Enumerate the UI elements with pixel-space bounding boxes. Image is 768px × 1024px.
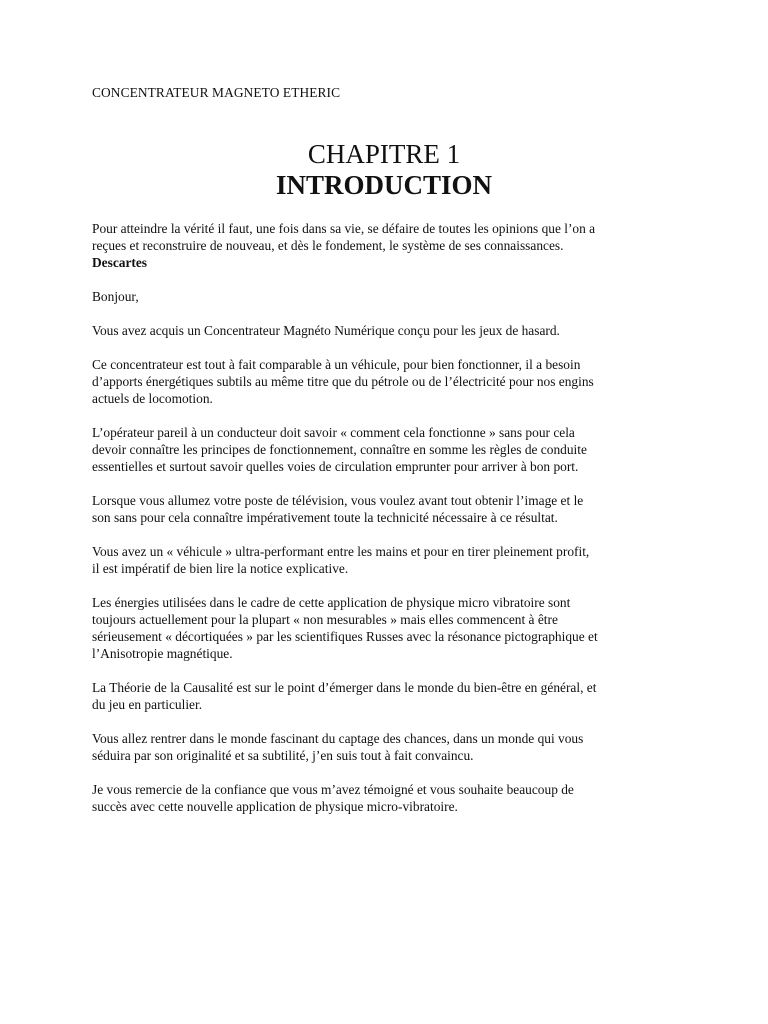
- paragraph-line: d’apports énergétiques subtils au même titre que du pétrole ou de l’électricité pour nos engins: [92, 374, 594, 389]
- paragraph-line: La Théorie de la Causalité est sur le point d’émerger dans le monde du bien-être en général, et: [92, 680, 597, 695]
- paragraph-line: L’opérateur pareil à un conducteur doit savoir « comment cela fonctionne » sans pour cela: [92, 425, 575, 440]
- paragraph-line: Vous avez un « véhicule » ultra-performant entre les mains et pour en tirer pleinement profit,: [92, 544, 590, 559]
- chapter-title: CHAPITRE 1: [307, 139, 461, 169]
- paragraph-line: Vous allez rentrer dans le monde fascinant du captage des chances, dans un monde qui vous: [92, 731, 584, 746]
- paragraph-line: Ce concentrateur est tout à fait comparable à un véhicule, pour bien fonctionner, il a besoin: [92, 357, 581, 372]
- quote-line: reçues et reconstruire de nouveau, et dès le fondement, le système de ses connaissances.: [92, 238, 564, 253]
- document-header: CONCENTRATEUR MAGNETO ETHERIC: [92, 85, 341, 100]
- document-body: [92, 220, 684, 815]
- paragraph: [92, 424, 684, 475]
- paragraph-line: Lorsque vous allumez votre poste de télévision, vous voulez avant tout obtenir l’image et le: [92, 493, 584, 508]
- paragraph-line: du jeu en particulier.: [92, 697, 203, 712]
- paragraph-line: son sans pour cela connaître impérativement toute la technicité nécessaire à ce résultat.: [92, 510, 558, 525]
- paragraph: [92, 543, 684, 577]
- paragraph: [92, 322, 684, 339]
- paragraph-line: devoir connaître les principes de fonctionnement, connaître en somme les règles de conduite: [92, 442, 587, 457]
- paragraph-line: Je vous remercie de la confiance que vous m’avez témoigné et vous souhaite beaucoup de: [92, 782, 574, 797]
- paragraph: [92, 492, 684, 526]
- paragraph: [92, 781, 684, 815]
- paragraph: [92, 288, 684, 305]
- paragraph-line: séduira par son originalité et sa subtilité, j’en suis tout à fait convaincu.: [92, 748, 474, 763]
- quote-author: Descartes: [92, 255, 148, 270]
- paragraph-line: sérieusement « décortiquées » par les scientifiques Russes avec la résonance pictographique et: [92, 629, 598, 644]
- paragraph: [92, 594, 684, 662]
- paragraph-line: essentielles et surtout savoir quelles voies de circulation emprunter pour arriver à bon port.: [92, 459, 579, 474]
- paragraph-line: actuels de locomotion.: [92, 391, 213, 406]
- paragraph: [92, 730, 684, 764]
- quote-line: Pour atteindre la vérité il faut, une fois dans sa vie, se défaire de toutes les opinions que l’on a: [92, 221, 596, 236]
- paragraph-line: Vous avez acquis un Concentrateur Magnéto Numérique conçu pour les jeux de hasard.: [92, 323, 560, 338]
- quote-block: [92, 220, 684, 271]
- paragraph: [92, 679, 684, 713]
- paragraph-line: succès avec cette nouvelle application de physique micro-vibratoire.: [92, 799, 458, 814]
- paragraph: [92, 356, 684, 407]
- document-page: [92, 84, 684, 832]
- paragraph-line: l’Anisotropie magnétique.: [92, 646, 233, 661]
- paragraph-line: toujours actuellement pour la plupart « non mesurables » mais elles commencent à être: [92, 612, 558, 627]
- paragraph-line: Les énergies utilisées dans le cadre de cette application de physique micro vibratoire sont: [92, 595, 571, 610]
- paragraph-line: il est impératif de bien lire la notice explicative.: [92, 561, 349, 576]
- chapter-subtitle: INTRODUCTION: [275, 170, 493, 200]
- paragraph-line: Bonjour,: [92, 289, 139, 304]
